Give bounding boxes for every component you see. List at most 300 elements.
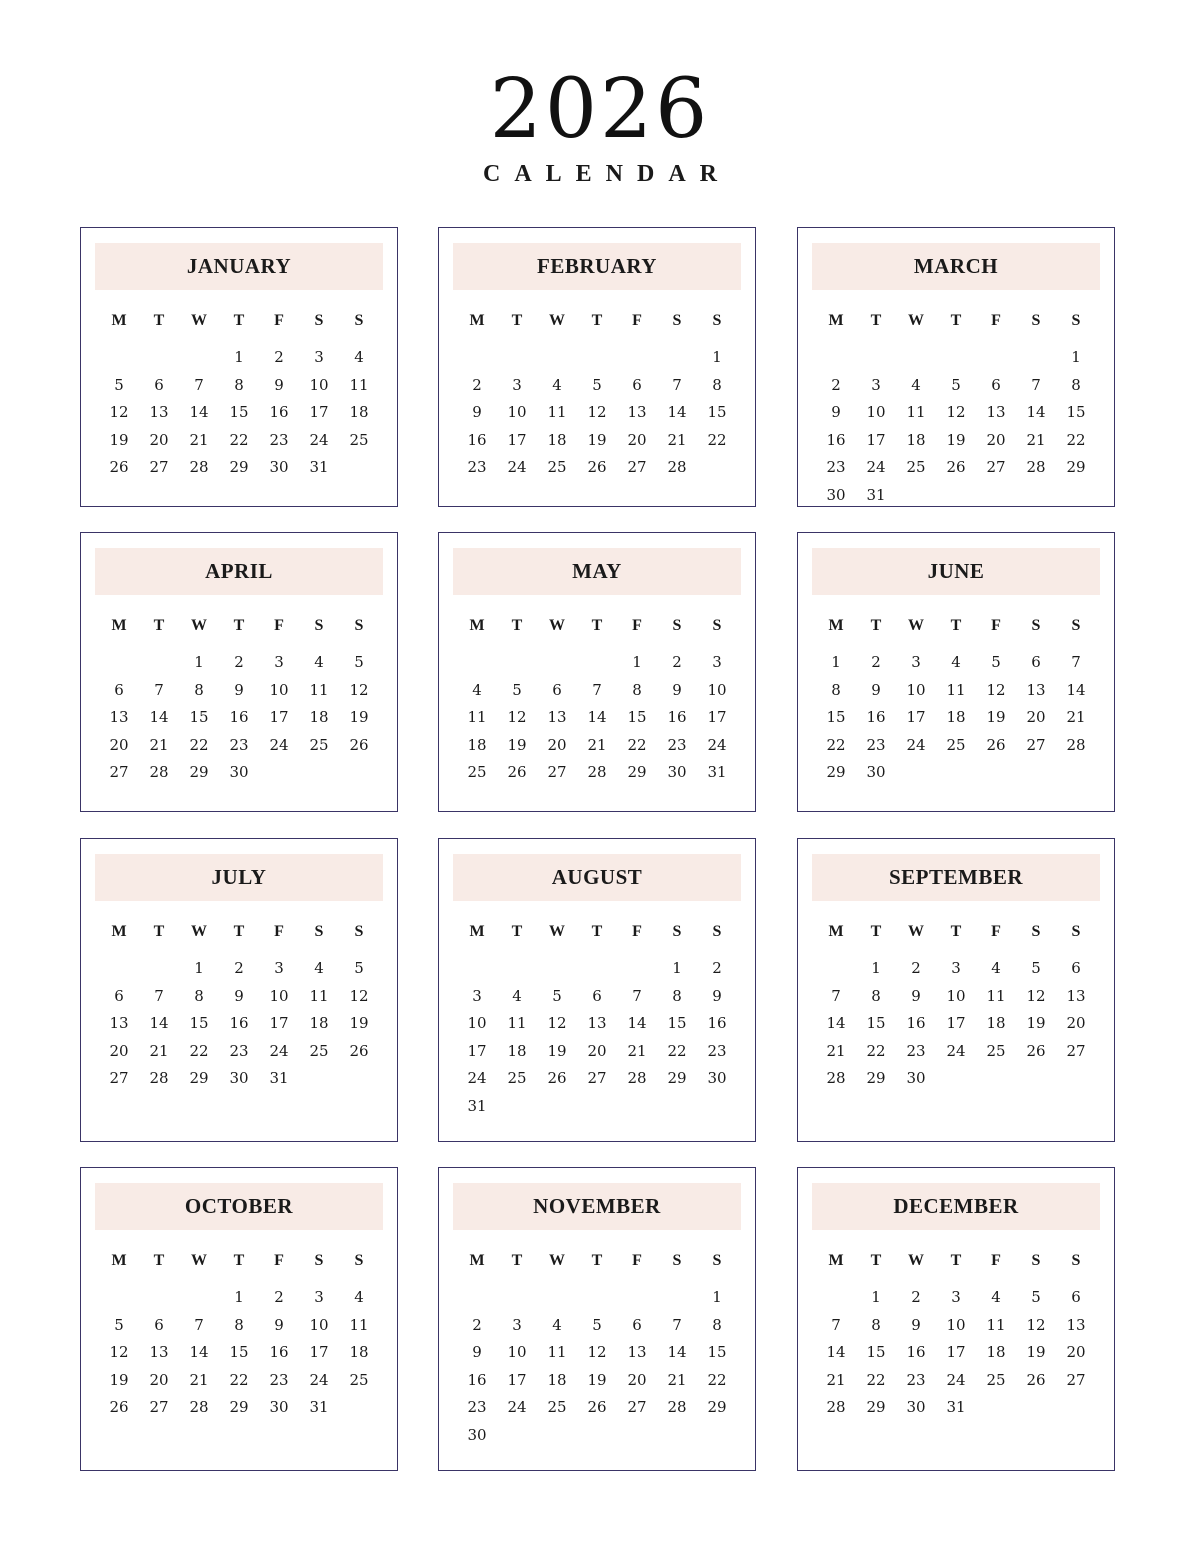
date-cell: 18 [986,1014,1006,1033]
date-cell: 23 [906,1370,926,1389]
date-cell: 17 [507,1370,527,1389]
date-cell: 3 [274,959,284,978]
date-cell: 7 [1031,375,1041,394]
date-cell: 10 [946,986,966,1005]
date-cell: 3 [871,375,881,394]
date-cell: 2 [712,959,722,978]
weekday-header [816,1252,1096,1270]
weekday-header [99,617,379,635]
date-cell: 13 [627,403,647,422]
date-cell: 10 [507,403,527,422]
date-cell: 1 [194,959,204,978]
date-cell: 15 [229,1343,249,1362]
date-cell: 10 [467,1014,487,1033]
date-cell: 1 [871,959,881,978]
date-cell: 10 [309,1315,329,1334]
date-cell: 25 [946,735,966,754]
date-cell: 16 [229,1014,249,1033]
date-cell: 4 [991,959,1001,978]
weekday-label: S [1071,923,1081,940]
date-cell: 19 [349,708,369,727]
date-cell: 5 [114,375,124,394]
date-grid [816,649,1096,787]
date-cell: 2 [274,348,284,367]
weekday-label: W [549,312,565,329]
month-may [438,532,756,812]
date-cell: 12 [349,986,369,1005]
date-cell: 15 [189,1014,209,1033]
date-cell: 3 [951,959,961,978]
date-cell: 20 [587,1041,607,1060]
date-cell: 7 [672,375,682,394]
weekday-label: T [950,923,962,940]
date-cell: 2 [911,1288,921,1307]
date-cell: 8 [712,375,722,394]
date-cell: 11 [309,680,329,699]
date-cell: 26 [587,1398,607,1417]
date-grid [816,955,1096,1093]
date-cell: 9 [871,680,881,699]
date-cell: 5 [552,986,562,1005]
weekday-label: S [672,312,682,329]
date-cell: 7 [1071,653,1081,672]
date-cell: 16 [667,708,687,727]
date-cell: 20 [986,430,1006,449]
month-name: NOVEMBER [453,1183,741,1230]
date-cell: 25 [986,1041,1006,1060]
weekday-label: T [511,617,523,634]
date-cell: 13 [1066,986,1086,1005]
date-cell: 22 [229,430,249,449]
weekday-label: F [274,617,284,634]
date-cell: 18 [986,1343,1006,1362]
date-cell: 29 [866,1398,886,1417]
date-cell: 30 [229,763,249,782]
calendar-subtitle: CALENDAR [482,161,731,187]
weekday-label: F [274,923,284,940]
date-cell: 26 [547,1069,567,1088]
month-name: OCTOBER [95,1183,383,1230]
weekday-label: S [314,312,324,329]
date-cell: 14 [149,1014,169,1033]
date-cell: 26 [946,458,966,477]
month-march [797,227,1115,507]
weekday-label: W [908,617,924,634]
date-cell: 15 [667,1014,687,1033]
date-cell: 19 [1026,1014,1046,1033]
date-cell: 24 [866,458,886,477]
date-cell: 30 [707,1069,727,1088]
weekday-label: S [712,312,722,329]
date-cell: 6 [154,1315,164,1334]
date-cell: 5 [991,653,1001,672]
weekday-label: F [274,312,284,329]
date-cell: 16 [269,1343,289,1362]
date-cell: 20 [547,735,567,754]
weekday-label: W [191,1252,207,1269]
date-cell: 9 [712,986,722,1005]
date-cell: 29 [667,1069,687,1088]
date-cell: 18 [349,403,369,422]
weekday-label: M [828,617,844,634]
date-cell: 19 [547,1041,567,1060]
date-cell: 1 [1071,348,1081,367]
date-cell: 21 [667,430,687,449]
weekday-label: T [511,1252,523,1269]
date-cell: 20 [1066,1014,1086,1033]
date-cell: 4 [552,375,562,394]
weekday-label: F [632,312,642,329]
date-cell: 12 [507,708,527,727]
date-cell: 2 [672,653,682,672]
date-cell: 31 [309,1398,329,1417]
date-cell: 8 [234,1315,244,1334]
date-cell: 28 [1026,458,1046,477]
weekday-label: S [1071,1252,1081,1269]
weekday-label: T [870,312,882,329]
date-cell: 23 [866,735,886,754]
date-cell: 17 [269,1014,289,1033]
date-cell: 4 [314,653,324,672]
weekday-label: T [950,1252,962,1269]
date-cell: 5 [951,375,961,394]
date-cell: 25 [309,1041,329,1060]
date-cell: 1 [712,1288,722,1307]
date-cell: 24 [707,735,727,754]
date-cell: 8 [632,680,642,699]
weekday-label: M [111,312,127,329]
date-cell: 17 [866,430,886,449]
date-cell: 26 [109,1398,129,1417]
date-cell: 4 [951,653,961,672]
date-grid [457,344,737,482]
date-cell: 31 [467,1096,487,1115]
date-cell: 4 [314,959,324,978]
weekday-label: S [712,617,722,634]
month-june [797,532,1115,812]
weekday-header [99,923,379,941]
date-cell: 21 [149,735,169,754]
date-cell: 23 [229,1041,249,1060]
date-cell: 19 [946,430,966,449]
date-cell: 24 [309,1370,329,1389]
date-cell: 15 [229,403,249,422]
month-december [797,1167,1115,1471]
weekday-label: F [991,1252,1001,1269]
month-name: JANUARY [95,243,383,290]
date-cell: 9 [911,986,921,1005]
date-cell: 13 [149,403,169,422]
weekday-label: S [712,1252,722,1269]
date-cell: 9 [911,1315,921,1334]
date-cell: 9 [234,680,244,699]
weekday-label: T [233,312,245,329]
weekday-label: T [511,923,523,940]
date-cell: 31 [946,1398,966,1417]
weekday-label: S [1031,923,1041,940]
date-cell: 28 [826,1398,846,1417]
date-cell: 3 [314,1288,324,1307]
date-cell: 15 [189,708,209,727]
weekday-label: T [591,312,603,329]
weekday-label: S [354,1252,364,1269]
date-cell: 23 [826,458,846,477]
date-cell: 30 [667,763,687,782]
date-cell: 28 [587,763,607,782]
weekday-label: W [549,1252,565,1269]
weekday-label: M [111,1252,127,1269]
date-cell: 12 [946,403,966,422]
date-cell: 14 [667,403,687,422]
date-cell: 21 [627,1041,647,1060]
weekday-label: T [591,923,603,940]
date-cell: 4 [991,1288,1001,1307]
date-cell: 18 [467,735,487,754]
weekday-label: S [354,312,364,329]
date-cell: 24 [467,1069,487,1088]
date-cell: 1 [234,1288,244,1307]
date-cell: 29 [826,763,846,782]
date-cell: 27 [587,1069,607,1088]
date-cell: 2 [234,959,244,978]
date-grid [99,955,379,1093]
weekday-label: M [469,923,485,940]
weekday-label: W [908,923,924,940]
date-cell: 7 [632,986,642,1005]
weekday-label: W [549,617,565,634]
date-cell: 22 [866,1041,886,1060]
date-cell: 17 [946,1014,966,1033]
date-cell: 28 [667,458,687,477]
date-cell: 5 [1031,959,1041,978]
weekday-label: T [870,1252,882,1269]
date-cell: 19 [587,430,607,449]
date-cell: 10 [946,1315,966,1334]
weekday-header [457,312,737,330]
date-cell: 13 [986,403,1006,422]
date-cell: 6 [114,680,124,699]
month-october [80,1167,398,1471]
date-cell: 14 [189,1343,209,1362]
date-cell: 22 [707,1370,727,1389]
date-cell: 30 [269,1398,289,1417]
date-cell: 15 [627,708,647,727]
date-cell: 29 [707,1398,727,1417]
date-cell: 23 [667,735,687,754]
date-cell: 9 [672,680,682,699]
date-cell: 1 [712,348,722,367]
date-grid [816,1284,1096,1422]
date-cell: 30 [906,1069,926,1088]
date-cell: 5 [114,1315,124,1334]
date-cell: 28 [627,1069,647,1088]
weekday-label: M [469,617,485,634]
month-name: MAY [453,548,741,595]
date-cell: 15 [826,708,846,727]
date-cell: 29 [229,1398,249,1417]
date-cell: 29 [229,458,249,477]
date-cell: 10 [507,1343,527,1362]
date-cell: 18 [309,1014,329,1033]
date-cell: 28 [189,458,209,477]
date-cell: 23 [269,430,289,449]
weekday-label: S [1031,1252,1041,1269]
weekday-label: T [233,617,245,634]
weekday-label: F [991,617,1001,634]
date-cell: 11 [986,986,1006,1005]
date-cell: 30 [229,1069,249,1088]
weekday-header [99,312,379,330]
date-cell: 26 [587,458,607,477]
date-cell: 8 [194,680,204,699]
date-cell: 26 [1026,1370,1046,1389]
date-cell: 23 [707,1041,727,1060]
date-cell: 13 [1026,680,1046,699]
date-cell: 12 [349,680,369,699]
date-cell: 19 [507,735,527,754]
date-cell: 18 [946,708,966,727]
date-cell: 3 [951,1288,961,1307]
date-cell: 22 [667,1041,687,1060]
weekday-label: F [632,617,642,634]
date-cell: 22 [189,735,209,754]
date-cell: 27 [149,458,169,477]
weekday-header [99,1252,379,1270]
date-cell: 26 [1026,1041,1046,1060]
date-cell: 18 [507,1041,527,1060]
date-cell: 25 [906,458,926,477]
weekday-label: F [274,1252,284,1269]
date-cell: 9 [472,1343,482,1362]
weekday-label: M [469,1252,485,1269]
date-cell: 7 [194,1315,204,1334]
date-cell: 13 [547,708,567,727]
date-cell: 1 [672,959,682,978]
date-cell: 30 [826,485,846,504]
date-cell: 17 [507,430,527,449]
date-grid [457,1284,737,1449]
date-cell: 6 [632,375,642,394]
date-cell: 18 [547,1370,567,1389]
date-cell: 27 [547,763,567,782]
date-cell: 28 [189,1398,209,1417]
date-grid [457,649,737,787]
date-cell: 12 [1026,1315,1046,1334]
weekday-label: S [1071,312,1081,329]
date-cell: 29 [189,763,209,782]
date-cell: 2 [871,653,881,672]
weekday-label: S [1071,617,1081,634]
date-cell: 29 [866,1069,886,1088]
date-cell: 22 [707,430,727,449]
date-cell: 4 [354,1288,364,1307]
weekday-label: F [991,923,1001,940]
date-cell: 27 [627,458,647,477]
weekday-label: M [828,1252,844,1269]
date-cell: 17 [906,708,926,727]
date-cell: 30 [269,458,289,477]
date-cell: 6 [154,375,164,394]
date-cell: 13 [627,1343,647,1362]
weekday-label: W [908,1252,924,1269]
date-cell: 6 [632,1315,642,1334]
weekday-label: M [111,617,127,634]
date-cell: 22 [189,1041,209,1060]
weekday-label: S [314,1252,324,1269]
date-cell: 20 [627,430,647,449]
date-cell: 14 [189,403,209,422]
date-cell: 3 [472,986,482,1005]
date-cell: 12 [1026,986,1046,1005]
date-cell: 25 [349,430,369,449]
date-grid [457,955,737,1120]
date-cell: 8 [672,986,682,1005]
date-cell: 26 [349,1041,369,1060]
date-cell: 6 [991,375,1001,394]
date-cell: 23 [906,1041,926,1060]
date-cell: 27 [986,458,1006,477]
date-cell: 1 [194,653,204,672]
date-cell: 17 [707,708,727,727]
weekday-label: F [632,1252,642,1269]
date-cell: 24 [309,430,329,449]
date-cell: 11 [986,1315,1006,1334]
weekday-header [816,923,1096,941]
date-cell: 16 [269,403,289,422]
weekday-label: M [469,312,485,329]
date-cell: 14 [587,708,607,727]
date-cell: 6 [1031,653,1041,672]
date-cell: 18 [349,1343,369,1362]
date-cell: 7 [672,1315,682,1334]
date-cell: 14 [149,708,169,727]
weekday-label: S [314,617,324,634]
date-cell: 25 [349,1370,369,1389]
date-cell: 14 [1066,680,1086,699]
date-cell: 1 [632,653,642,672]
date-cell: 9 [472,403,482,422]
weekday-label: M [828,923,844,940]
date-cell: 23 [269,1370,289,1389]
date-cell: 17 [309,1343,329,1362]
date-cell: 24 [946,1041,966,1060]
date-cell: 2 [831,375,841,394]
date-cell: 21 [1066,708,1086,727]
date-cell: 10 [707,680,727,699]
weekday-label: T [233,1252,245,1269]
date-cell: 7 [154,986,164,1005]
date-cell: 5 [1031,1288,1041,1307]
weekday-label: T [870,923,882,940]
date-cell: 12 [109,403,129,422]
date-cell: 11 [946,680,966,699]
weekday-label: S [712,923,722,940]
date-cell: 26 [349,735,369,754]
date-cell: 13 [109,1014,129,1033]
date-cell: 5 [354,653,364,672]
date-cell: 7 [592,680,602,699]
date-cell: 3 [314,348,324,367]
weekday-label: W [191,312,207,329]
date-cell: 10 [309,375,329,394]
date-cell: 31 [309,458,329,477]
date-cell: 20 [109,735,129,754]
date-cell: 6 [1071,959,1081,978]
date-cell: 31 [707,763,727,782]
date-cell: 27 [109,1069,129,1088]
weekday-label: S [354,923,364,940]
weekday-label: T [591,1252,603,1269]
